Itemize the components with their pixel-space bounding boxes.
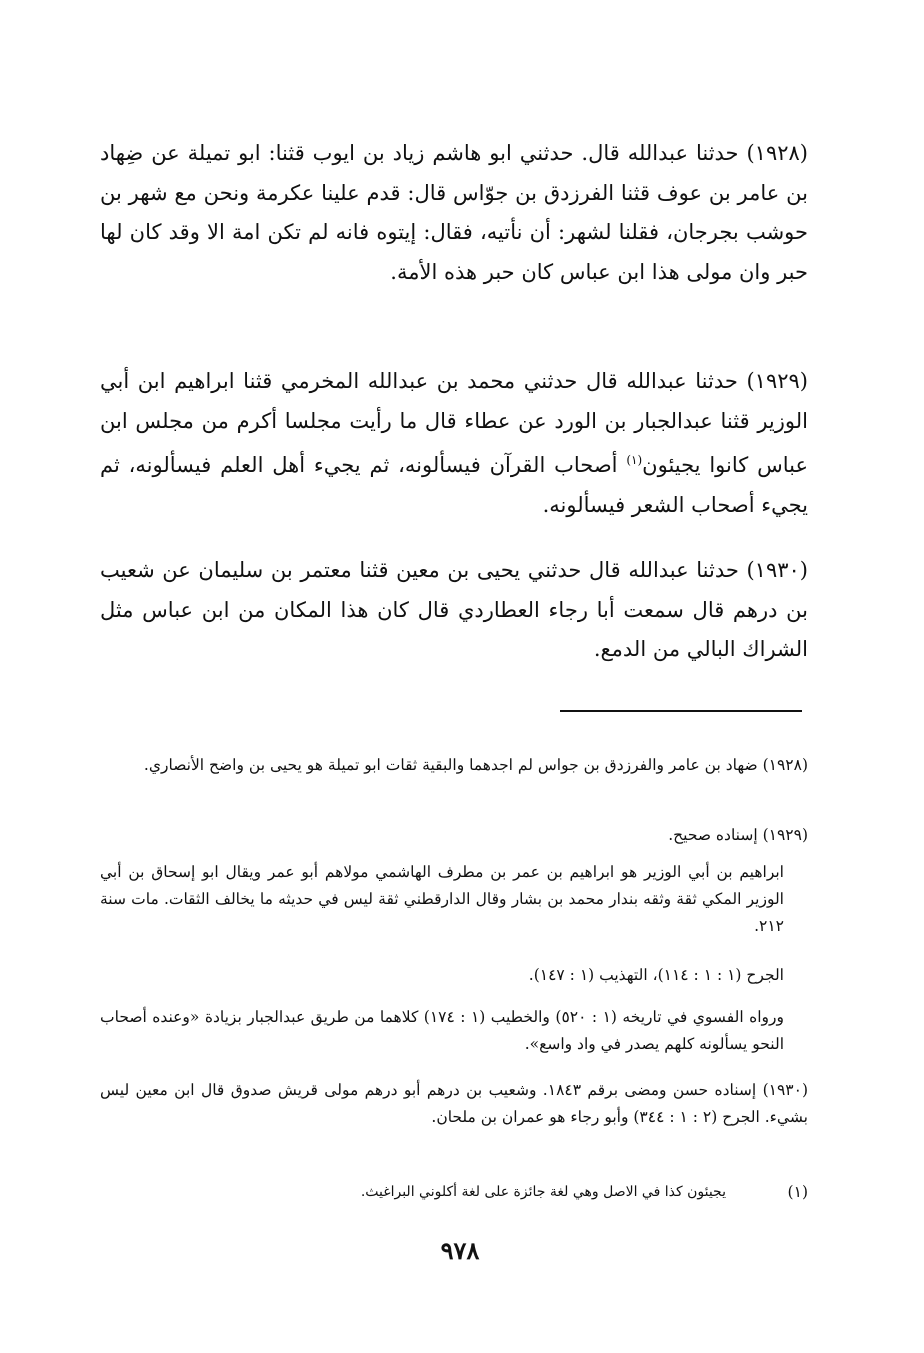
hadith-1929 [100,362,808,525]
footnote-number: (١) [787,1183,808,1201]
footnote-text: يجيئون كذا في الاصل وهي لغة جائزة على لغة أكلوني البراغيث. [360,1184,726,1200]
note-1928: (١٩٢٨) ضهاد بن عامر والفرزدق بن جواس لم اجدهما والبقية ثقات ابو تميلة هو يحيى بن واضح الأنصاري. [143,756,808,774]
note-1929-narrator: ابراهيم بن أبي الوزير هو ابراهيم بن عمر بن مطرف الهاشمي مولاهم أبو عمر ويقال ابو إسحاق بن أبي الوزير المكي ثقة وثقه بندار محمد بن بشار وقال الدارقطني ثقة ليس في حديثه ما يخالف الثقات. مات سنة ٢١٢. [100,863,784,935]
hadith-1930: (١٩٣٠) حدثنا عبدالله قال حدثني يحيى بن معين قثنا معتمر بن سليمان عن شعيب بن درهم قال سمعت أبا رجاء العطاردي قال كان هذا المكان من ابن عباس مثل الشراك البالي من الدمع. [100,558,808,661]
footnote-separator [560,710,802,712]
note-1930: (١٩٣٠) إسناده حسن ومضى برقم ١٨٤٣. وشعيب بن درهم أبو درهم مولى قريش صدوق قال ابن معين ليس بشيء. الجرح (٢ : ١ : ٣٤٤) وأبو رجاء هو عمران بن ملحان. [100,1081,808,1126]
footnote-reference: (١) [626,453,643,467]
hadith-1929-text-start: (١٩٢٩) حدثنا عبدالله قال حدثني محمد بن عبدالله المخرمي قثنا ابراهيم ابن أبي الوزير قثنا عبدالجبار بن الورد عن عطاء قال ما رأيت مجلسا أكرم من مجلس ابن عباس كانوا يجيئون [100,369,808,477]
hadith-1929-text-end: أصحاب القرآن فيسألونه، ثم يجيء أهل العلم فيسألونه، ثم يجيء أصحاب الشعر فيسألونه. [100,453,808,517]
note-1929-other-narrations: ورواه الفسوي في تاريخه (١ : ٥٢٠) والخطيب (١ : ١٧٤) كلاهما من طريق عبدالجبار بزيادة «وعنده أصحاب النحو يسألونه كلهم يصدر في واد واسع». [100,1008,784,1053]
hadith-1928: (١٩٢٨) حدثنا عبدالله قال. حدثني ابو هاشم زياد بن ايوب قثنا: ابو تميلة عن ضِهاد بن عامر بن عوف قثنا الفرزدق بن جوّاس قال: قدم علينا عكرمة ونحن مع شهر بن حوشب بجرجان، فقلنا لشهر: أن نأتيه، فقال: إيتوه فانه لم تكن امة الا وقد كان لها حبر وان مولى هذا ابن عباس كان حبر هذه الأمة. [100,141,808,284]
note-1929-references: الجرح (١ : ١ : ١١٤)، التهذيب (١ : ١٤٧). [528,966,784,984]
page-number: ٩٧٨ [440,1236,480,1265]
note-1929-heading: (١٩٢٩) إسناده صحيح. [668,826,808,844]
